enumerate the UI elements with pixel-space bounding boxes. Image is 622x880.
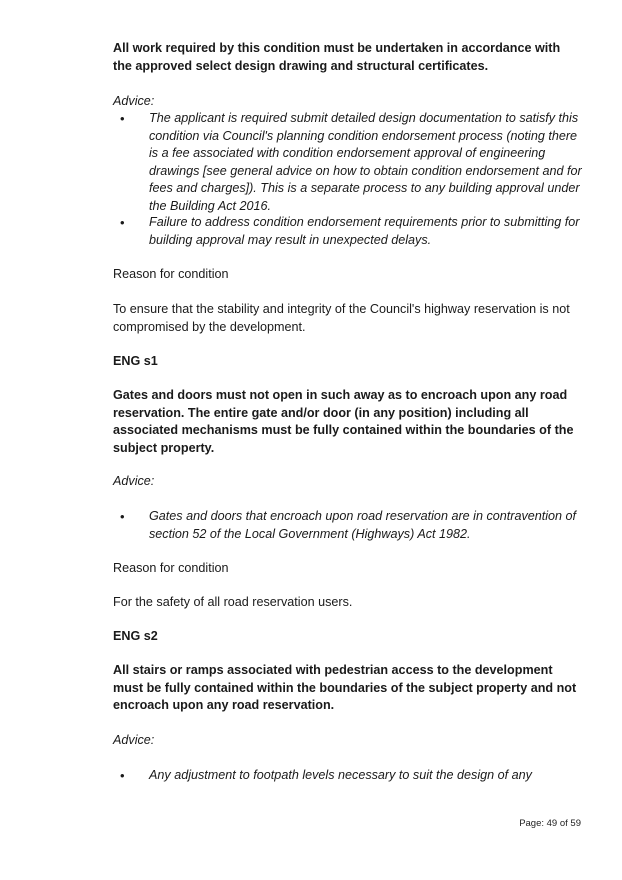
bullet-icon: • (120, 768, 125, 783)
section-heading: ENG s1 (113, 354, 158, 368)
section-heading: ENG s2 (113, 629, 158, 643)
advice-bullet-text: The applicant is required submit detailed design documentation to satisfy this condition via Council's planning condition endorsement process (noting there is a fee associated with condition endorsement approval of engineering drawings [see general advice on how to obtain condition endorsement and for fees and charges]). This is a separate process to any building approval under the Building Act 2016. (149, 111, 582, 213)
advice-label: Advice: (113, 474, 155, 488)
advice-bullet-text: Failure to address condition endorsement requirements prior to submitting for building approval may result in unexpected delays. (149, 215, 580, 247)
bullet-icon: • (120, 111, 125, 126)
advice-label: Advice: (113, 733, 155, 747)
bullet-icon: • (120, 215, 125, 230)
advice-bullet-text: Any adjustment to footpath levels necessary to suit the design of any (149, 768, 532, 782)
condition-paragraph: All stairs or ramps associated with pedestrian access to the development must be fully contained within the boundaries of the subject property and not encroach upon any road reservation. (113, 663, 577, 712)
advice-bullet-text: Gates and doors that encroach upon road reservation are in contravention of section 52 of the Local Government (Highways) Act 1982. (149, 509, 577, 541)
reason-label: Reason for condition (113, 267, 229, 281)
reason-text: To ensure that the stability and integrity of the Council's highway reservation is not compromised by the development. (113, 302, 570, 334)
list-item (113, 508, 581, 544)
reason-text: For the safety of all road reservation users. (113, 595, 353, 609)
reason-label: Reason for condition (113, 561, 229, 575)
page-number: Page: 49 of 59 (519, 818, 581, 829)
list-item (113, 214, 581, 250)
list-item (113, 110, 581, 215)
advice-label: Advice: (113, 94, 155, 108)
bullet-icon: • (120, 509, 125, 524)
condition-paragraph: Gates and doors must not open in such away as to encroach upon any road reservation. The entire gate and/or door (in any position) including all associated mechanisms must be fully contained within the boundaries of the subject property. (113, 388, 574, 455)
condition-paragraph: All work required by this condition must be undertaken in accordance with the approved select design drawing and structural certificates. (113, 41, 561, 73)
list-item (113, 767, 581, 785)
